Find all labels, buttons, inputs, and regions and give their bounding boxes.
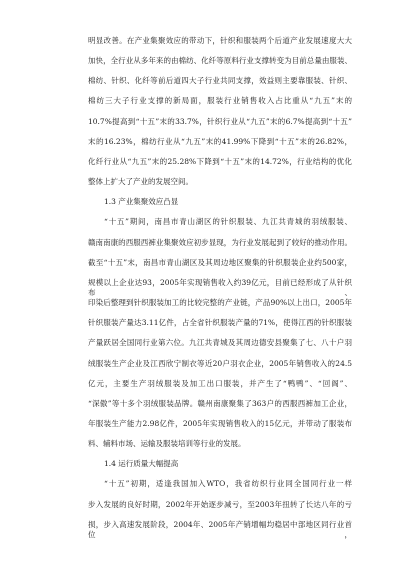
section-heading: 1.3 产业集聚效应凸显: [104, 197, 179, 207]
text-line: 料、辅料市场、运输及服装培训等行业的发展。: [88, 439, 246, 449]
text-line: 针织服装产量达3.11亿件，占全省针织服装产量的71%，使得江西的针织服装: [88, 318, 352, 328]
text-line: 印染后整理到针织服装加工的比较完整的产业链，产品90%以上出口，2005年: [88, 298, 352, 308]
text-line: 棉纺三大子行业支撑的新局面，服装行业销售收入占比重从“九五”末的: [88, 96, 352, 106]
text-line: 明显改善。在产业集聚效应的带动下，针织和服装两个后道产业发展速度大大: [88, 36, 352, 45]
text-line: 规模以上企业达93，2005年实现销售收入约39亿元，目前已经形成了从针织布、: [88, 277, 352, 297]
paragraph: [88, 36, 352, 197]
paragraph: [88, 217, 352, 459]
text-line: “深傲”等十多个羽绒服装品牌。赣州南康聚集了363户的西服西裤加工企业，: [88, 398, 352, 408]
text-line: 10.7%提高到“十五”末的33.7%，针织行业从“九五”末的6.7%提高到“十五”: [88, 116, 352, 126]
text-line: 绒服装生产企业及江西欣宁制衣等近20户羽衣企业，2005年销售收入的24.5: [88, 358, 352, 368]
text-line: 整体上扩大了产业的发展空间。: [88, 177, 193, 187]
text-line: 化纤行业从“九五”末的25.28%下降到“十五”末的14.72%，行业结构的优化: [88, 156, 352, 166]
section-heading: 1.4 运行质量大幅提高: [104, 459, 179, 469]
body-text: [88, 36, 352, 540]
text-line: “十五”期间，南昌市青山湖区的针织服装、九江共青城的羽绒服装、: [104, 217, 352, 227]
text-line: 年服装生产能力2.98亿件，2005年实现销售收入的15亿元，并带动了服装布: [88, 418, 352, 428]
text-line: 末的16.23%，棉纺行业从“九五”末的41.99%下降到“十五”末的26.82%，: [88, 136, 352, 146]
text-line: 加快，全行业从多年来的由棉纺、化纤等原料行业支撑转变为目前总量由服装、: [88, 56, 352, 66]
text-line: 棉纺、针织、化纤等前后道四大子行业共同支撑，效益则主要靠服装、针织、: [88, 76, 352, 86]
text-line: 损，步入高速发展阶段，2004年、2005年产销增幅均稳居中部地区同行业首位，: [88, 519, 352, 539]
text-line: 产量跃居全国同行业第六位。九江共青城及其周边德安县聚集了七、八十户羽: [88, 338, 352, 348]
text-line: 截至“十五”末，南昌市青山湖区及其周边地区聚集的针织服装企业约500家，: [88, 257, 352, 267]
paragraph: [88, 479, 352, 539]
text-line: 赣南南康的西服西裤业集聚效应初步显现，为行业发展起到了较好的推动作用。: [88, 237, 352, 247]
text-line: 步入发展的良好时期，2002年开始逐步减亏，至2003年扭转了长达八年的亏: [88, 499, 352, 509]
text-line: 亿元，主要生产羽绒服装及加工出口服装，并产生了“鸭鸭”、“回阁”、: [88, 378, 352, 388]
text-line: “十五”初期，适逢我国加入WTO，我省纺织行业同全国同行业一样: [104, 479, 352, 489]
